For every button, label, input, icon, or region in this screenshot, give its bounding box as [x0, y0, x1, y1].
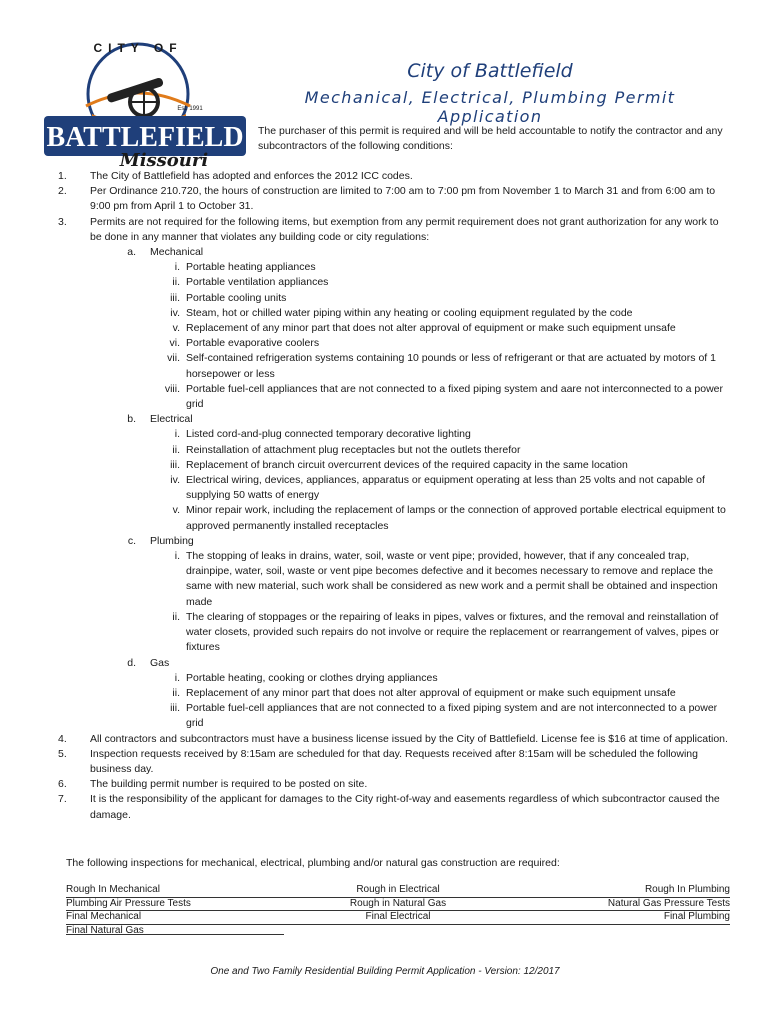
- page-title: City of Battlefield: [407, 60, 573, 82]
- section-item: iii. Portable fuel-cell appliances that are not connected to a fixed piping system and are not interconnected to a power grid: [170, 702, 718, 730]
- section-item: ii. Portable ventilation appliances: [172, 276, 329, 289]
- section-heading: a. Mechanical: [127, 246, 204, 259]
- section-item: iii. Replacement of branch circuit overcurrent devices of the required capacity in the same location: [170, 458, 628, 471]
- logo-name: BATTLEFIELD: [46, 122, 244, 153]
- list-item: 6. The building permit number is required to be posted on site.: [58, 778, 368, 791]
- inspections-table: [66, 884, 730, 937]
- logo-est: Est. 1991: [177, 106, 203, 112]
- page-footer: One and Two Family Residential Building Permit Application - Version: 12/2017: [210, 966, 560, 977]
- section-item: i. Listed cord-and-plug connected temporary decorative lighting: [174, 428, 471, 441]
- exemption-sections: [58, 245, 728, 732]
- conditions-list: [58, 169, 728, 823]
- list-item: 4. All contractors and subcontractors must have a business license issued by the City of Battlefield. License fee is $16 at time of application.: [58, 732, 728, 745]
- section-heading: c. Plumbing: [127, 534, 194, 547]
- section-heading: b. Electrical: [127, 413, 193, 426]
- section-item: i. The stopping of leaks in drains, water, soil, waste or vent pipe; provided, however, that if any concealed trap, drainpipe, water, soil, waste or vent pipe becomes defective and it becomes necessary to remove and replace the same with new material, such work shall be considered as new work and a permit shall be obtained and inspection made: [174, 550, 718, 608]
- section-item: ii. Replacement of any minor part that does not alter approval of equipment or make such equipment unsafe: [172, 686, 676, 699]
- divider: [66, 934, 284, 935]
- section-item: i. Portable heating appliances: [174, 261, 316, 274]
- section-item: i. Portable heating, cooking or clothes drying appliances: [174, 671, 438, 684]
- section-item: iii. Portable cooling units: [170, 291, 287, 304]
- city-logo: [44, 40, 246, 170]
- list-item: 1. The City of Battlefield has adopted and enforces the 2012 ICC codes.: [58, 170, 413, 182]
- table-row: Plumbing Air Pressure Tests Rough in Natural Gas Natural Gas Pressure Tests: [66, 898, 730, 912]
- inspections-intro: The following inspections for mechanical, electrical, plumbing and/or natural gas construction are required:: [66, 857, 560, 869]
- table-row: Final Natural Gas: [66, 924, 144, 936]
- list-item: 2. Per Ordinance 210.720, the hours of construction are limited to 7:00 am to 7:00 pm from November 1 to March 31 and from 6:00 am to 9:00 pm from April 1 to October 31.: [58, 185, 716, 213]
- section-item: iv. Electrical wiring, devices, appliances, apparatus or equipment operating at less than 25 volts and not capable of supplying 50 watts of energy: [170, 474, 705, 502]
- logo-city-arc: CITY OF: [93, 41, 183, 55]
- logo-state: Missouri: [119, 150, 209, 170]
- list-item: 7. It is the responsibility of the applicant for damages to the City right-of-way and easements regardless of which subcontractor caused the damage.: [58, 793, 720, 821]
- section-item: ii. The clearing of stoppages or the repairing of leaks in pipes, valves or fixtures, and the removal and reinstallation of water closets, provided such repairs do not involve or require the replacement or rearrangement of valves, pipes or fixtures: [172, 610, 719, 654]
- page-subtitle: Mechanical, Electrical, Plumbing Permit Application: [304, 88, 676, 126]
- section-item: iv. Steam, hot or chilled water piping within any heating or cooling equipment regulated by the code: [170, 306, 633, 319]
- table-row: Rough In Mechanical Rough in Electrical Rough In Plumbing: [66, 884, 730, 898]
- section-heading: d. Gas: [127, 656, 170, 669]
- section-item: vii. Self-contained refrigeration systems containing 10 pounds or less of refrigerant or that are actuated by motors of 1 horsepower or less: [167, 352, 716, 380]
- list-item: 3. Permits are not required for the following items, but exemption from any permit requirement does not grant authorization for any work to be done in any manner that violates any building code or city regulations:: [58, 215, 719, 243]
- list-item: 5. Inspection requests received by 8:15am are scheduled for that day. Requests received after 8:15am will be scheduled the following business day.: [58, 747, 698, 775]
- section-item: v. Replacement of any minor part that does not alter approval of equipment or make such equipment unsafe: [172, 322, 676, 335]
- table-row: Final Mechanical Final Electrical Final Plumbing: [66, 911, 730, 925]
- section-item: ii. Reinstallation of attachment plug receptacles but not the outlets therefor: [172, 443, 521, 456]
- section-item: v. Minor repair work, including the replacement of lamps or the connection of approved portable electrical equipment to approved permanently installed receptacles: [172, 504, 726, 532]
- section-item: viii. Portable fuel-cell appliances that are not connected to a fixed piping system and aare not interconnected to a power grid: [164, 382, 724, 411]
- section-item: vi. Portable evaporative coolers: [169, 337, 320, 350]
- intro-text: The purchaser of this permit is required and will be held accountable to notify the contractor and any subcontractors of the following conditions:: [258, 125, 723, 152]
